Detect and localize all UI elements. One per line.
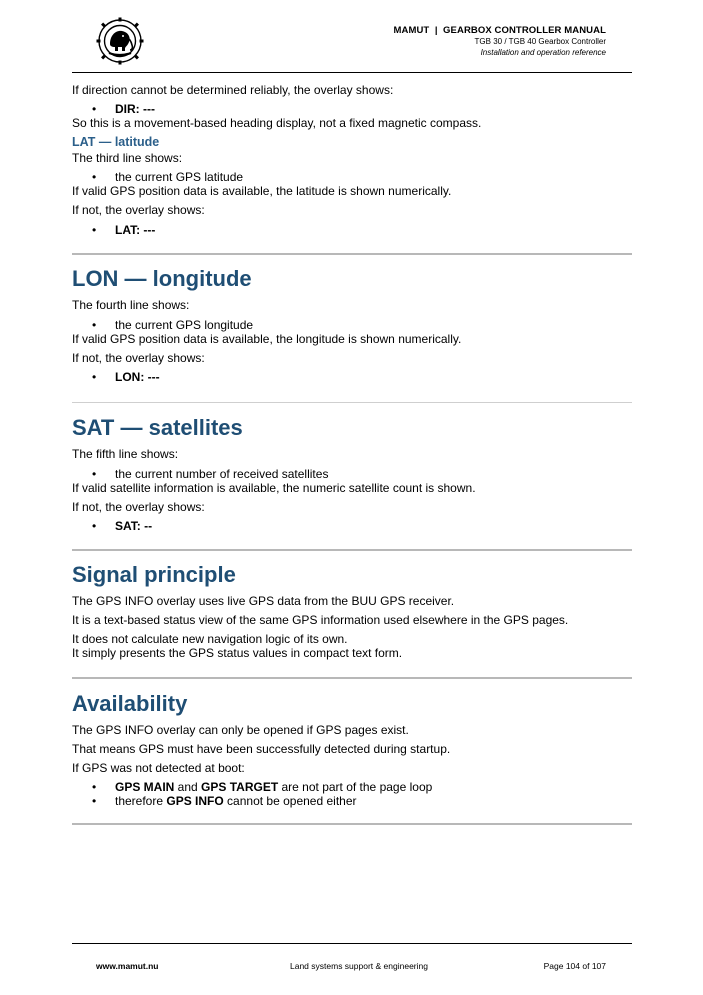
list-item: • the current number of received satellites [72,467,632,481]
section-divider [72,253,632,255]
lat-list [72,170,632,184]
list-text: are not part of the page loop [278,780,433,794]
signal-p1: The GPS INFO overlay uses live GPS data from the BUU GPS receiver. [72,594,455,608]
signal-p3: It does not calculate new navigation logic of its own. [72,632,348,646]
list-item: • the current GPS latitude [72,170,632,184]
gps-info-term: GPS INFO [166,794,224,808]
signal-heading: Signal principle [72,562,236,587]
availability-p2: That means GPS must have been successfully detected during startup. [72,742,451,756]
lon-fallback: LON: --- [115,370,160,384]
lat-valid: If valid GPS position data is available, the latitude is shown numerically. [72,184,452,198]
list-text: cannot be opened either [223,794,357,808]
lat-fallback: LAT: --- [115,223,156,237]
availability-heading: Availability [72,691,188,716]
list-text: therefore [115,794,167,808]
header-rule [72,72,632,73]
gps-main-term: GPS MAIN [115,780,175,794]
lon-fallback-list [72,370,632,384]
footer-website-link[interactable]: www.mamut.nu [96,961,159,971]
lon-valid: If valid GPS position data is available, the longitude is shown numerically. [72,332,462,346]
list-item [72,370,632,384]
sat-invalid: If not, the overlay shows: [72,500,205,514]
availability-p3: If GPS was not detected at boot: [72,761,245,775]
availability-list [72,780,632,808]
lat-heading: LAT — latitude [72,135,160,149]
lon-invalid: If not, the overlay shows: [72,351,205,365]
sat-valid: If valid satellite information is available, the numeric satellite count is shown. [72,481,476,495]
lat-invalid: If not, the overlay shows: [72,203,205,217]
lat-intro: The third line shows: [72,151,183,165]
lon-list [72,318,632,332]
footer-rule [72,943,632,944]
gps-target-term: GPS TARGET [201,780,279,794]
footer-center-text: Land systems support & engineering [290,961,428,971]
dir-intro: If direction cannot be determined reliably, the overlay shows: [72,83,394,97]
sat-fallback-list [72,519,632,533]
sat-intro: The fifth line shows: [72,447,179,461]
mamut-logo-icon [96,17,144,65]
list-item [72,223,632,237]
list-text: and [174,780,202,794]
list-item [72,794,632,808]
page-header [393,25,606,58]
list-item [72,519,632,533]
dir-list [72,102,632,116]
list-item [72,780,632,794]
lon-intro: The fourth line shows: [72,298,190,312]
section-divider [72,823,632,825]
section-divider [72,402,632,403]
manual-tagline: Installation and operation reference [480,48,606,57]
signal-p4: It simply presents the GPS status values in compact text form. [72,646,403,660]
sat-heading: SAT — satellites [72,415,243,440]
section-divider [72,677,632,679]
sat-fallback: SAT: -- [115,519,153,533]
signal-p2: It is a text-based status view of the same GPS information used elsewhere in the GPS pages. [72,613,569,627]
dir-note: So this is a movement-based heading display, not a fixed magnetic compass. [72,116,482,130]
section-divider [72,549,632,551]
list-item [72,102,632,116]
lon-heading: LON — longitude [72,266,252,291]
list-item: • the current GPS longitude [72,318,632,332]
lat-fallback-list [72,223,632,237]
page-number: Page 104 of 107 [543,961,606,971]
manual-subtitle: TGB 30 / TGB 40 Gearbox Controller [474,37,606,46]
main-content [72,83,632,825]
dir-fallback: DIR: --- [115,102,155,116]
sat-list [72,467,632,481]
availability-p1: The GPS INFO overlay can only be opened if GPS pages exist. [72,723,409,737]
manual-title: MAMUT | GEARBOX CONTROLLER MANUAL [393,25,606,36]
